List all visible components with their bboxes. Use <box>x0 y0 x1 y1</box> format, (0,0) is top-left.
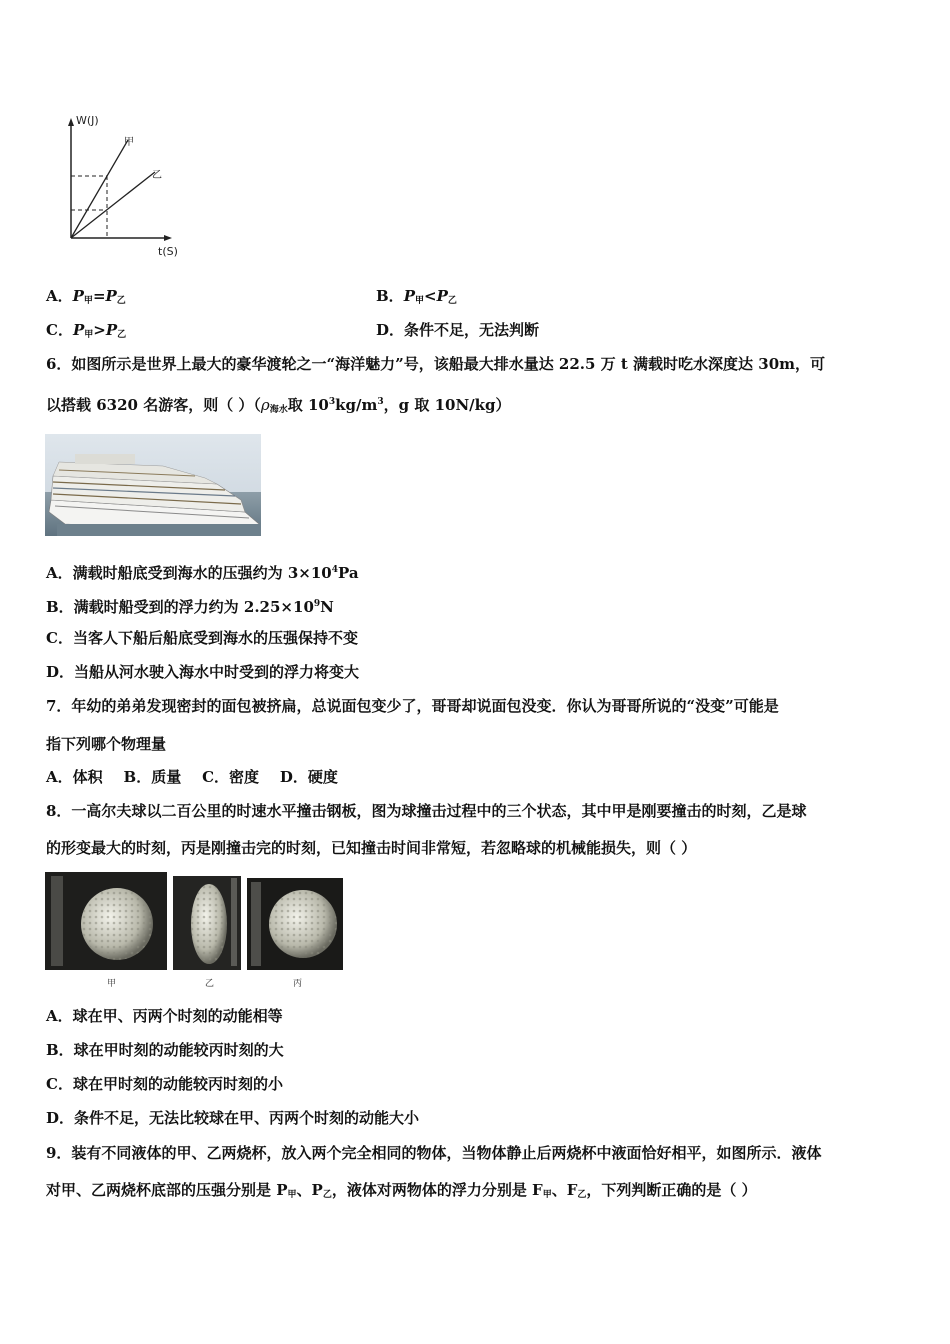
q6-option-c: C．当客人下船后船底受到海水的压强保持不变 <box>46 629 358 647</box>
q5-option-c: C．$P_甲>P_乙$ <box>46 321 127 340</box>
q6-option-b: B．满载时船受到的浮力约为 $2.25\times 10^9N$ <box>46 598 334 616</box>
photo-bing <box>247 878 343 970</box>
q8-stem-line1: 8．一高尔夫球以二百公里的时速水平撞击钢板，图为球撞击过程中的三个状态，其中甲是刚要撞击的时刻，乙是球 <box>46 802 807 820</box>
line-yi-label: 乙 <box>152 170 162 181</box>
photo-jia <box>45 872 167 970</box>
q6-stem-line2: 以搭载 6320 名游客，则（ ）（$\rho_{海水}$取 $10^3kg/m^3$，g 取 10N/kg） <box>46 396 511 415</box>
q7-stem-line2: 指下列哪个物理量 <box>46 735 167 753</box>
line-jia-label: 甲 <box>124 137 134 148</box>
work-time-graph <box>60 110 190 260</box>
q6-option-d: D．当船从河水驶入海水中时受到的浮力将变大 <box>46 663 360 681</box>
caption-jia: 甲 <box>107 979 117 989</box>
q6-stem-line1: 6．如图所示是世界上最大的豪华渡轮之一“海洋魅力”号，该船最大排水量达 22.5 万 t 满载时吃水深度达 30m，可 <box>46 355 826 373</box>
q5-option-d: D．条件不足，无法判断 <box>376 321 540 339</box>
q9-stem-line1: 9．装有不同液体的甲、乙两烧杯，放入两个完全相同的物体，当物体静止后两烧杯中液面恰好相平，如图所示．液体 <box>46 1144 822 1162</box>
q7-options: A．体积 B．质量 C．密度 D．硬度 <box>46 768 338 786</box>
q8-option-c: C．球在甲时刻的动能较丙时刻的小 <box>46 1075 283 1093</box>
q8-stem-line2: 的形变最大的时刻，丙是刚撞击完的时刻，已知撞击时间非常短，若忽略球的机械能损失，则（ ） <box>46 839 697 857</box>
q5-option-a: A．$P_甲=P_乙$ <box>46 287 126 306</box>
q8-option-d: D．条件不足，无法比较球在甲、丙两个时刻的动能大小 <box>46 1109 420 1127</box>
line-jia <box>71 140 128 238</box>
q7-stem-line1: 7．年幼的弟弟发现密封的面包被挤扁，总说面包变少了，哥哥却说面包没变．你认为哥哥所说的“没变”可能是 <box>46 697 779 715</box>
y-axis-label: W(J) <box>76 114 99 127</box>
cruise-ship-photo <box>45 434 261 536</box>
line-yi <box>71 172 155 238</box>
golf-ball-photos <box>45 872 345 992</box>
q6-option-a: A．满载时船底受到海水的压强约为 $3\times 10^4Pa$ <box>46 564 359 582</box>
photo-yi <box>173 876 241 970</box>
q9-stem-line2: 对甲、乙两烧杯底部的压强分别是 $P_甲$、$P_乙$，液体对两物体的浮力分别是 $F_甲$、$F_乙$，下列判断正确的是（ ） <box>46 1181 757 1200</box>
x-axis-label: t(S) <box>158 245 178 258</box>
q5-option-b: B．$P_甲<P_乙$ <box>376 287 457 306</box>
caption-yi: 乙 <box>205 979 215 989</box>
q8-option-a: A．球在甲、丙两个时刻的动能相等 <box>46 1007 283 1025</box>
caption-bing: 丙 <box>293 979 303 989</box>
q8-option-b: B．球在甲时刻的动能较丙时刻的大 <box>46 1041 284 1059</box>
